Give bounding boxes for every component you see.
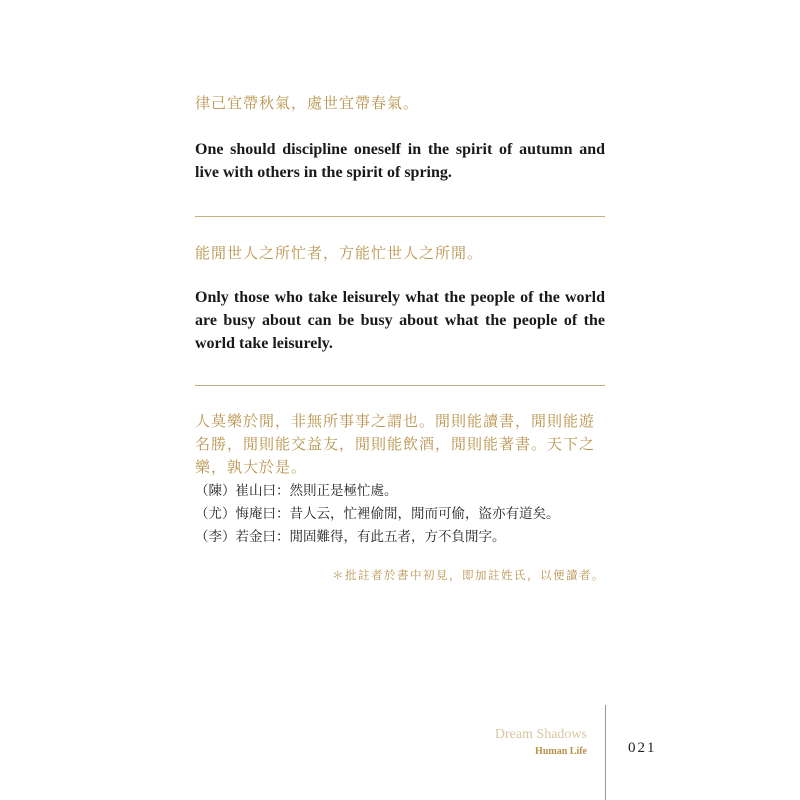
entry-1-english: One should discipline oneself in the spirit of autumn and live with others in the spirit of spring. xyxy=(195,141,605,181)
divider-1 xyxy=(195,216,605,217)
entry-1-chinese: 律己宜帶秋氣，處世宜帶春氣。 xyxy=(195,94,420,112)
entry-3-chinese-line-3: 樂，孰大於是。 xyxy=(195,458,308,476)
entry-2-chinese: 能閒世人之所忙者，方能忙世人之所閒。 xyxy=(195,244,484,262)
footer-book-title: Dream Shadows xyxy=(494,727,587,742)
page-number: 021 xyxy=(628,740,657,756)
comment-chen: （陳）崔山曰：然則正是極忙處。 xyxy=(195,483,398,499)
divider-2 xyxy=(195,385,605,386)
comment-you: （尤）悔庵曰：昔人云，忙裡偷閒，閒而可偷，盜亦有道矣。 xyxy=(195,506,560,522)
entry-2-english: Only those who take leisurely what the people of the world are busy about can be busy about what the people of the world take leisurely. xyxy=(195,289,605,352)
footer-section-title: Human Life xyxy=(535,746,587,757)
comment-li: （李）若金曰：閒固難得，有此五者，方不負閒字。 xyxy=(195,529,506,545)
entry-3-chinese-line-1: 人莫樂於閒，非無所事事之謂也。閒則能讀書，閒則能遊 xyxy=(195,412,596,430)
footer-divider xyxy=(605,705,606,800)
annotator-footnote: ＊批註者於書中初見，即加註姓氏，以便讀者。 xyxy=(332,568,605,582)
entry-3-chinese-line-2: 名勝，閒則能交益友，閒則能飲酒，閒則能著書。天下之 xyxy=(195,435,596,453)
